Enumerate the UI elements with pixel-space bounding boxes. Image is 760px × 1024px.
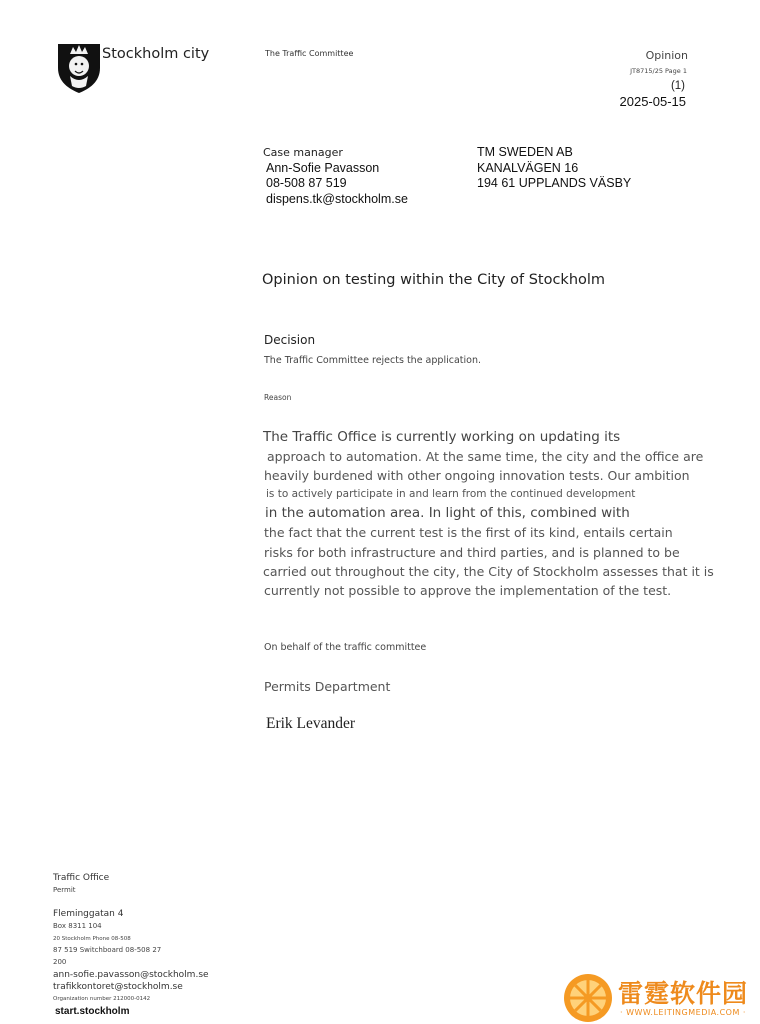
footer-website-link[interactable]: start.stockholm bbox=[55, 1006, 130, 1017]
footer-switchboard: 87 519 Switchboard 08-508 27 bbox=[53, 946, 162, 954]
footer-box: Box 8311 104 bbox=[53, 922, 102, 930]
page-count: (1) bbox=[670, 80, 685, 92]
stockholm-city-logo bbox=[56, 42, 102, 94]
recipient-street: KANALVÄGEN 16 bbox=[477, 161, 579, 175]
on-behalf-text: On behalf of the traffic committee bbox=[264, 642, 427, 653]
case-manager-name: Ann-Sofie Pavasson bbox=[266, 161, 380, 175]
recipient-company: TM SWEDEN AB bbox=[477, 145, 573, 159]
reason-line: The Traffic Office is currently working on updating its bbox=[263, 429, 621, 445]
reason-line: risks for both infrastructure and third parties, and is planned to be bbox=[264, 545, 680, 560]
footer-org-number: Organization number 212000-0142 bbox=[53, 996, 151, 1002]
footer-permit: Permit bbox=[53, 886, 76, 894]
footer-office: Traffic Office bbox=[53, 873, 110, 883]
reason-line: heavily burdened with other ongoing innovation tests. Our ambition bbox=[264, 468, 690, 483]
reason-line: currently not possible to approve the implementation of the test. bbox=[264, 583, 672, 598]
case-manager-phone: 08-508 87 519 bbox=[266, 176, 347, 190]
reason-line: in the automation area. In light of this, combined with bbox=[265, 505, 630, 521]
document-type: Opinion bbox=[645, 49, 688, 62]
recipient-postal: 194 61 UPPLANDS VÄSBY bbox=[477, 176, 632, 190]
decision-text: The Traffic Committee rejects the application. bbox=[264, 355, 481, 366]
footer-email-personal[interactable]: ann-sofie.pavasson@stockholm.se bbox=[53, 970, 209, 980]
document-reference: JT8715/25 Page 1 bbox=[630, 67, 687, 75]
document-title: Opinion on testing within the City of Stockholm bbox=[262, 272, 606, 288]
reason-line: is to actively participate in and learn from the continued development bbox=[266, 488, 636, 500]
watermark bbox=[562, 972, 752, 1024]
case-manager-label: Case manager bbox=[263, 146, 343, 159]
case-manager-email: dispens.tk@stockholm.se bbox=[266, 192, 408, 206]
organization-name: Stockholm city bbox=[102, 46, 210, 62]
signer-name: Erik Levander bbox=[266, 715, 356, 732]
reason-line: the fact that the current test is the first of its kind, entails certain bbox=[264, 525, 673, 540]
watermark-url: · WWW.LEITINGMEDIA.COM · bbox=[620, 1008, 746, 1017]
committee-name: The Traffic Committee bbox=[265, 49, 354, 58]
reason-line: approach to automation. At the same time, the city and the office are bbox=[267, 449, 704, 464]
reason-line: carried out throughout the city, the City of Stockholm assesses that it is bbox=[263, 564, 714, 579]
footer-number: 200 bbox=[53, 958, 67, 966]
orange-slice-icon bbox=[562, 972, 614, 1024]
watermark-name: 雷霆软件园 bbox=[618, 979, 749, 1008]
footer-email-office[interactable]: trafikkontoret@stockholm.se bbox=[53, 982, 183, 992]
department-name: Permits Department bbox=[264, 679, 391, 694]
decision-heading: Decision bbox=[264, 333, 316, 347]
footer-phone: 20 Stockholm Phone 08-508 bbox=[53, 936, 131, 942]
reason-heading: Reason bbox=[264, 393, 292, 402]
document-date: 2025-05-15 bbox=[619, 94, 686, 109]
footer-street: Fleminggatan 4 bbox=[53, 909, 124, 919]
